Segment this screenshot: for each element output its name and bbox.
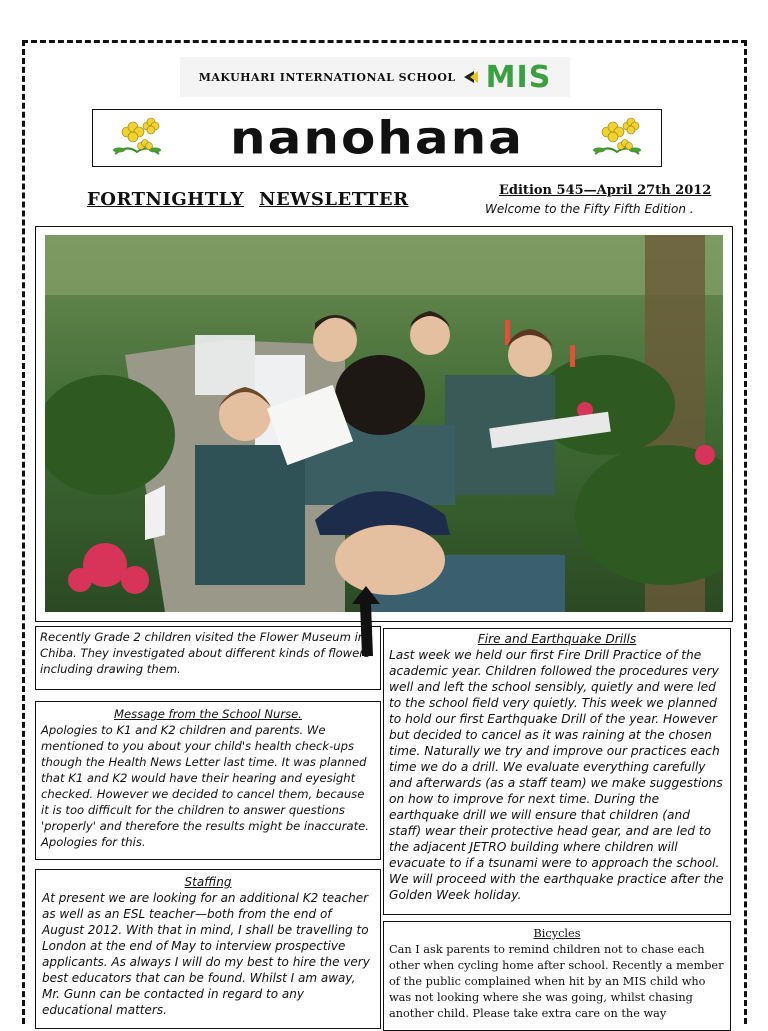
- caption-text: Recently Grade 2 children visited the Flower Museum in Chiba. They investigated about different kinds of flowers including drawing them.: [40, 630, 371, 676]
- fire-heading: Fire and Earthquake Drills: [477, 632, 637, 646]
- bicycles-section: [383, 921, 731, 1031]
- nurse-heading: Message from the School Nurse.: [114, 707, 302, 721]
- welcome-text: Welcome to the Fifty Fifth Edition .: [485, 202, 694, 216]
- school-logo-bar: [180, 57, 570, 97]
- fire-drill-section: [383, 628, 731, 915]
- flower-icon: [107, 114, 167, 162]
- newsletter-title: nanohana: [230, 111, 524, 165]
- fortnightly-label: FORTNIGHTLY: [87, 189, 244, 210]
- photo-caption: [35, 626, 381, 690]
- nurse-message-section: [35, 701, 381, 860]
- nurse-body: Apologies to K1 and K2 children and parents. We mentioned to you about your child's health check-ups though the Health News Letter last time. It was planned that K1 and K2 would have their hearing and eyesight checked. However we decided to cancel them, because it is too difficult for the children to answer questions 'properly' and therefore the results might be inaccurate. Apologies for this.: [41, 723, 369, 849]
- staffing-body: At present we are looking for an additional K2 teacher as well as an ESL teacher—both from the end of August 2012. With that in mind, I shall be travelling to London at the end of May to interview prospective applicants. As always I will do my best to hire the very best educators that can be found. Whilst I am away, Mr. Gunn can be contacted in regard to any educational matters.: [42, 891, 370, 1017]
- dashed-border-top: [22, 40, 747, 43]
- staffing-section: [35, 869, 381, 1029]
- bicycles-heading: Bicycles: [533, 927, 581, 940]
- dashed-border-right: [744, 40, 747, 1024]
- flower-icon: [587, 114, 647, 162]
- staffing-heading: Staffing: [184, 875, 232, 889]
- edition-label: Edition 545—April 27th 2012: [499, 183, 712, 198]
- fire-body: Last week we held our first Fire Drill Practice of the academic year. Children followed the procedures very well and left the school sensibly, quietly and were led to the school field very quietly. This week we planned to hold our first Earthquake Drill of the year. However but decided to cancel as it was raining at the chosen time. Naturally we try and improve our practices each time we do a drill. We evaluate everything carefully and afterwards (as a staff team) we make suggestions on how to improve for next time. During the earthquake drill we will ensure that children (and staff) wear their protective head gear, and are led to the adjacent JETRO building where children will evacuate to if a tsunami were to approach the school. We will proceed with the earthquake practice after the Golden Week holiday.: [389, 648, 724, 902]
- mis-logo: MIS: [485, 59, 552, 95]
- logo-arrow-accent-icon: [470, 71, 478, 83]
- school-name: MAKUHARI INTERNATIONAL SCHOOL: [198, 70, 456, 84]
- flower-museum-photo: [45, 235, 723, 612]
- dashed-border-left: [22, 40, 25, 1024]
- newsletter-label: NEWSLETTER: [259, 189, 409, 210]
- masthead: [92, 109, 662, 167]
- photo-frame: [35, 226, 733, 622]
- bicycles-body: Can I ask parents to remind children not to chase each other when cycling home after school. Recently a member of the public complained when hit by an MIS child who was not looking where she was going, whilst chasing another child. Please take extra care on the way: [389, 943, 724, 1020]
